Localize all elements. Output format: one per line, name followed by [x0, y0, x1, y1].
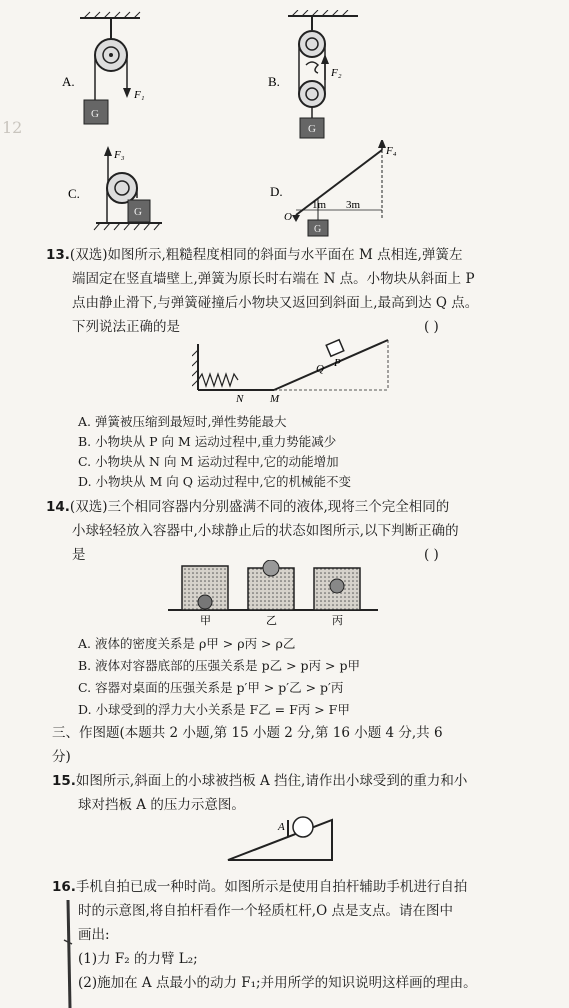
container-label-yi: 乙 [266, 615, 277, 627]
figure-12b [268, 10, 378, 140]
force-label-f3: F₃ [114, 149, 125, 161]
q13-line-4: 下列说法正确的是 [72, 319, 180, 335]
label-m: M [270, 393, 280, 405]
q14-number: 14. [46, 499, 70, 515]
q16-sub-2: (2)施加在 A 点最小的动力 F₁;并用所学的知识说明这样画的理由。 [78, 975, 477, 991]
label-n: N [236, 393, 244, 405]
dist-3m: 3m [346, 199, 361, 211]
q13-option-b: B. 小物块从 P 向 M 运动过程中,重力势能减少 [78, 434, 337, 449]
figure-16-partial [56, 900, 80, 1008]
q15-number: 15. [52, 773, 76, 789]
force-label-f1: F₁ [134, 89, 145, 101]
figure-14 [168, 560, 378, 630]
q14-line-3: 是 [72, 547, 86, 563]
q16-sub-1: (1)力 F₂ 的力臂 L₂; [78, 951, 198, 967]
container-label-bing: 丙 [332, 615, 343, 627]
mass-label-a: G [91, 108, 99, 120]
q13-line-3: 点由静止滑下,与弹簧碰撞后小物块又返回到斜面上,最高到达 Q 点。 [72, 295, 479, 311]
q16-number: 16. [52, 879, 76, 895]
figure-12a [60, 10, 170, 130]
label-board-a: A [278, 821, 285, 833]
q14-option-c: C. 容器对桌面的压强关系是 p′甲 > p′乙 > p′丙 [78, 680, 344, 695]
label-q: Q [316, 363, 324, 375]
option-label-d: D. [270, 184, 283, 199]
q13-answer-bracket: ( ) [424, 319, 439, 335]
force-label-f2: F₂ [331, 67, 342, 79]
q13-option-c: C. 小物块从 N 向 M 运动过程中,它的动能增加 [78, 454, 339, 469]
q15-line-1: 15.如图所示,斜面上的小球被挡板 A 挡住,请作出小球受到的重力和小 [52, 773, 468, 789]
figure-12d [270, 140, 410, 240]
force-label-f4: F₄ [386, 145, 397, 157]
svg-text:G: G [314, 224, 322, 235]
q13-option-d: D. 小物块从 M 向 Q 运动过程中,它的机械能不变 [78, 474, 351, 489]
q14-option-b: B. 液体对容器底部的压强关系是 p乙 > p丙 > p甲 [78, 658, 360, 673]
q13-line-2: 端固定在竖直墙壁上,弹簧为原长时右端在 N 点。小物块从斜面上 P [72, 271, 475, 287]
q13-line-1: 13.(双选)如图所示,粗糙程度相同的斜面与水平面在 M 点相连,弹簧左 [46, 247, 463, 263]
option-label-a: A. [62, 74, 75, 89]
pivot-label: O [284, 211, 292, 223]
q16-line-3: 画出: [78, 927, 110, 943]
option-label-b: B. [268, 74, 280, 89]
figure-12c [66, 146, 176, 236]
q13-option-a: A. 弹簧被压缩到最短时,弹性势能最大 [78, 414, 287, 429]
container-label-jia: 甲 [200, 615, 211, 627]
q14-line-2: 小球轻轻放入容器中,小球静止后的状态如图所示,以下判断正确的 [72, 523, 459, 539]
q14-answer-bracket: ( ) [424, 547, 439, 563]
section-3-title-line-1: 三、作图题(本题共 2 小题,第 15 小题 2 分,第 16 小题 4 分,共 6 [52, 725, 443, 741]
q15-line-2: 球对挡板 A 的压力示意图。 [78, 797, 245, 813]
label-p: P [334, 357, 341, 369]
page-mark: 12 [2, 118, 23, 137]
q16-line-2: 时的示意图,将自拍杆看作一个轻质杠杆,O 点是支点。请在图中 [78, 903, 453, 919]
svg-text:G: G [308, 123, 316, 135]
figure-15 [222, 814, 342, 866]
option-label-c: C. [68, 186, 80, 201]
figure-13 [192, 326, 400, 406]
dist-1m: 1m [312, 199, 327, 211]
section-3-title-line-2: 分) [52, 749, 71, 765]
q14-option-d: D. 小球受到的浮力大小关系是 F乙 = F丙 > F甲 [78, 702, 350, 717]
q14-option-a: A. 液体的密度关系是 ρ甲 > ρ丙 > ρ乙 [78, 636, 296, 651]
q16-line-1: 16.手机自拍已成一种时尚。如图所示是使用自拍杆辅助手机进行自拍 [52, 879, 468, 895]
svg-text:G: G [134, 206, 142, 218]
q14-line-1: 14.(双选)三个相同容器内分别盛满不同的液体,现将三个完全相同的 [46, 499, 450, 515]
q13-number: 13. [46, 247, 70, 263]
